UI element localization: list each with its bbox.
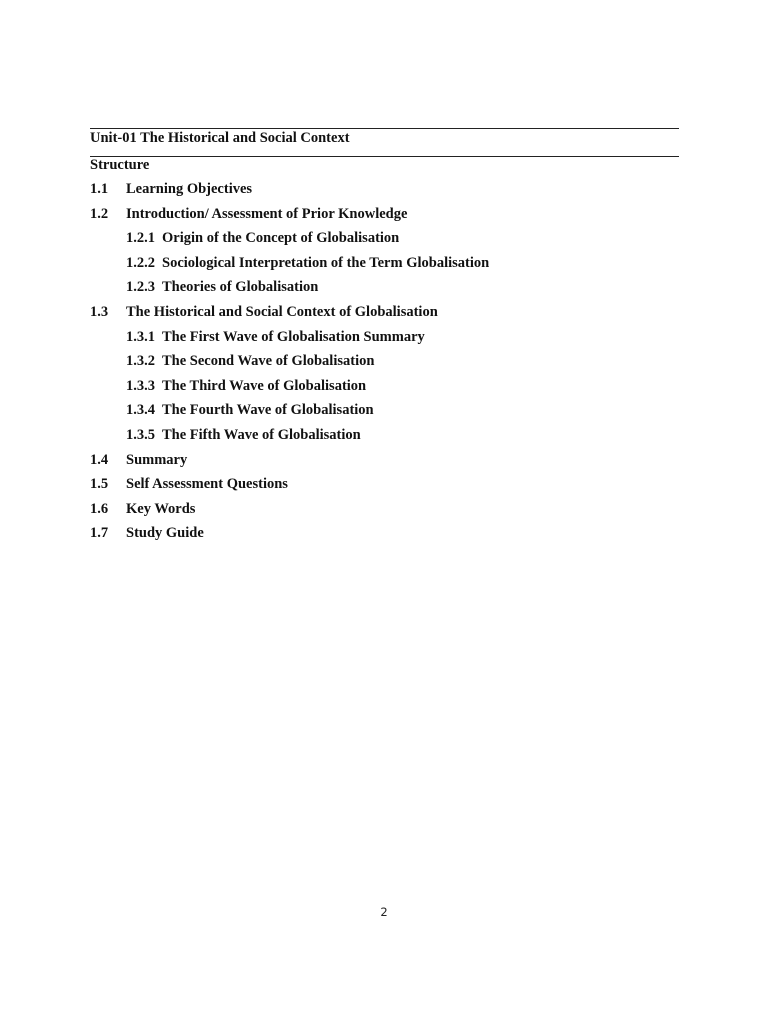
toc-title: The Historical and Social Context of Globalisation bbox=[126, 303, 438, 320]
title-underline-rule bbox=[90, 156, 679, 157]
toc-number: 1.2.2 bbox=[126, 254, 155, 271]
structure-heading: Structure bbox=[90, 157, 150, 173]
toc-number: 1.2.3 bbox=[126, 279, 155, 296]
toc-title: The First Wave of Globalisation Summary bbox=[162, 328, 425, 345]
toc-number: 1.2.1 bbox=[126, 230, 155, 247]
toc-title: Self Assessment Questions bbox=[126, 476, 288, 493]
toc-title: The Second Wave of Globalisation bbox=[162, 353, 375, 370]
toc-title: Summary bbox=[126, 451, 188, 468]
toc-number: 1.6 bbox=[90, 500, 109, 517]
toc-subentry bbox=[90, 401, 690, 426]
toc-subentry bbox=[90, 254, 690, 279]
toc-subentry bbox=[90, 229, 690, 254]
toc-number: 1.5 bbox=[90, 476, 109, 493]
toc-title: Introduction/ Assessment of Prior Knowledge bbox=[126, 205, 408, 222]
toc-number: 1.4 bbox=[90, 451, 109, 468]
toc-title: Theories of Globalisation bbox=[162, 279, 319, 296]
toc-entry bbox=[90, 205, 690, 230]
toc-subentry bbox=[90, 328, 690, 353]
toc-title: Sociological Interpretation of the Term Globalisation bbox=[162, 254, 490, 271]
toc-number: 1.3 bbox=[90, 303, 109, 320]
toc-title: The Fourth Wave of Globalisation bbox=[162, 402, 374, 419]
toc-subentry bbox=[90, 426, 690, 451]
toc-title: Study Guide bbox=[126, 525, 204, 542]
toc-subentry bbox=[90, 352, 690, 377]
toc-number: 1.3.5 bbox=[126, 426, 155, 443]
toc-number: 1.7 bbox=[90, 525, 109, 542]
toc-title: Learning Objectives bbox=[126, 181, 253, 197]
toc-number: 1.3.1 bbox=[126, 328, 155, 345]
toc-title: Key Words bbox=[126, 500, 196, 517]
unit-title: Unit-01 The Historical and Social Context bbox=[90, 130, 350, 146]
toc-entry bbox=[90, 524, 690, 549]
page-number: 2 bbox=[380, 905, 388, 919]
toc-entry bbox=[90, 475, 690, 500]
toc-entry bbox=[90, 500, 690, 525]
toc-subentry bbox=[90, 377, 690, 402]
toc-subentry bbox=[90, 278, 690, 303]
toc-title: The Fifth Wave of Globalisation bbox=[162, 426, 361, 443]
toc-entry bbox=[90, 303, 690, 328]
table-of-contents bbox=[90, 180, 690, 549]
toc-number: 1.3.4 bbox=[126, 402, 155, 419]
toc-title: Origin of the Concept of Globalisation bbox=[162, 230, 400, 247]
toc-number: 1.2 bbox=[90, 205, 109, 222]
toc-number: 1.1 bbox=[90, 181, 109, 197]
toc-title: The Third Wave of Globalisation bbox=[162, 377, 367, 394]
toc-number: 1.3.3 bbox=[126, 377, 155, 394]
toc-entry bbox=[90, 451, 690, 476]
toc-entry bbox=[90, 180, 690, 205]
toc-number: 1.3.2 bbox=[126, 353, 155, 370]
